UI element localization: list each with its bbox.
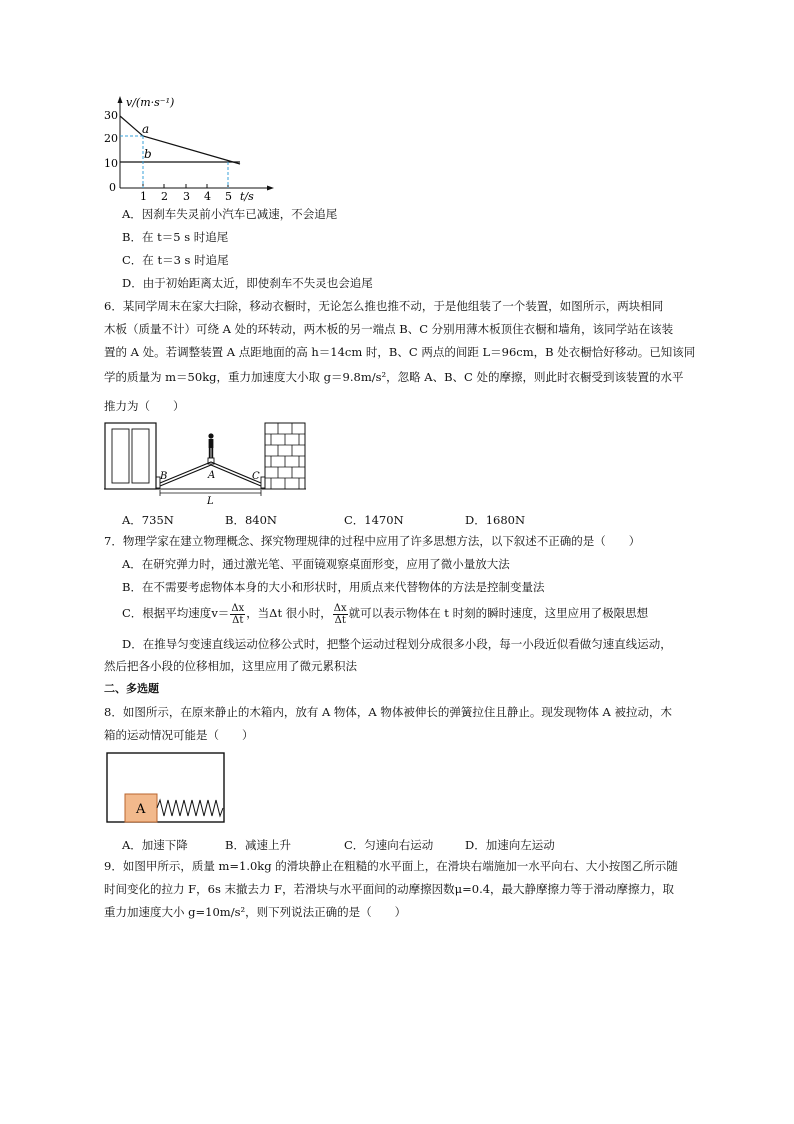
wardrobe [105,423,156,489]
q8-option-d: D．加速向左运动 [465,838,555,852]
q7-c-part1: C．根据平均速度 [122,606,212,620]
q6-line-2: 木板（质量不计）可绕 A 处的环转动，两木板的另一端点 B、C 分别用薄木板顶住衣橱和墙角，该同学站在该装 [104,322,674,336]
q7-stem: 7．物理学家在建立物理概念、探究物理规律的过程中应用了许多思想方法，以下叙述不正确的是（ ） [104,534,641,548]
x-axis-arrow [267,186,274,191]
label-l: L [207,496,214,507]
q8-line-2: 箱的运动情况可能是（ ） [104,728,254,742]
fraction-numerator: Δx [333,602,347,614]
q7-c-part2: ，当Δt 很小时， [246,606,332,620]
q8-figure [106,752,226,824]
q5-vt-graph [100,92,290,202]
q6-option-c: C．1470N [344,513,404,527]
q7-option-c [122,600,648,626]
line-a [120,116,240,164]
x-tick-2: 2 [161,190,168,203]
fraction-denominator: Δt [334,614,346,626]
q5-option-a: A．因刹车失灵前小汽车已减速，不会追尾 [122,207,338,221]
fraction-denominator: Δt [232,614,244,626]
y-tick-0: 0 [109,181,116,194]
q6-line-1: 6．某同学周末在家大扫除，移动衣橱时，无论怎么推也推不动，于是他组装了一个装置，如图所示，两块相同 [104,299,664,313]
board-pad-c [261,477,265,488]
x-tick-4: 4 [204,190,211,203]
q6-line-5: 推力为（ ） [104,399,185,413]
y-tick-30: 30 [104,109,118,122]
label-c: C [252,471,260,482]
q7-option-d-line2: 然后把各小段的位移相加，这里应用了微元累积法 [104,659,357,673]
y-axis-label: v/(m·s⁻¹) [126,96,175,109]
q6-figure [104,420,306,506]
q5-option-d: D．由于初始距离太近，即使刹车不失灵也会追尾 [122,276,373,290]
q8-option-b: B．减速上升 [225,838,291,852]
q7-c-part3: 就可以表示物体在 t 时刻的瞬时速度，这里应用了极限思想 [348,606,649,620]
y-tick-10: 10 [104,157,118,170]
label-a: a [142,122,150,136]
wardrobe-door-left [112,429,129,483]
q6-option-b: B．840N [225,513,277,527]
q6-line-4: 学的质量为 m＝50kg，重力加速度大小取 g＝9.8m/s²，忽略 A、B、C 处的摩擦，则此时衣橱受到该装置的水平 [104,370,684,384]
q6-option-a: A．735N [122,513,174,527]
q6-option-d: D．1680N [465,513,526,527]
spring [157,800,223,816]
wardrobe-door-right [132,429,149,483]
q8-option-c: C．匀速向右运动 [344,838,434,852]
q7-option-b: B．在不需要考虑物体本身的大小和形状时，用质点来代替物体的方法是控制变量法 [122,580,545,594]
q7-option-d-line1: D．在推导匀变速直线运动位移公式时，把整个运动过程划分成很多小段，每一小段近似看做匀速直线运动， [122,637,672,651]
x-tick-1: 1 [140,190,147,203]
label-b: B [160,471,168,482]
label-a: A [208,470,216,481]
q7-option-a: A．在研究弹力时，通过激光笔、平面镜观察桌面形变，应用了微小量放大法 [122,557,510,571]
label-b: b [144,147,152,161]
q9-line-1: 9．如图甲所示，质量 m=1.0kg 的滑块静止在粗糙的水平面上，在滑块右端施加一水平向右、大小按图乙所示随 [104,859,678,873]
person-icon [208,433,213,458]
x-tick-3: 3 [183,190,190,203]
y-axis-arrow [118,96,123,103]
q7-c-fraction-1 [230,603,245,626]
q8-line-1: 8．如图所示，在原来静止的木箱内，放有 A 物体，A 物体被伸长的弹簧拉住且静止。现发现物体 A 被拉动，木 [104,705,673,719]
q7-c-fraction-2 [333,603,348,626]
brick-wall [265,423,305,489]
y-tick-20: 20 [104,132,118,145]
block-a-label: A [136,802,146,817]
x-tick-5: 5 [225,190,232,203]
x-axis-label: t/s [240,190,254,203]
q5-option-c: C．在 t＝3 s 时追尾 [122,253,229,267]
q6-line-3: 置的 A 处。若调整装置 A 点距地面的高 h＝14cm 时，B、C 两点的间距 L＝96cm，B 处衣橱恰好移动。已知该同 [104,345,696,359]
q5-option-b: B．在 t＝5 s 时追尾 [122,230,229,244]
q9-line-2: 时间变化的拉力 F，6s 末撤去力 F，若滑块与水平面间的动摩擦因数μ=0.4，最大静摩擦力等于滑动摩擦力，取 [104,882,675,896]
q8-option-a: A．加速下降 [122,838,188,852]
q9-line-3: 重力加速度大小 g=10m/s²，则下列说法正确的是（ ） [104,905,407,919]
section-title: 二、多选题 [104,682,159,695]
q7-c-v: v＝ [211,606,230,620]
fraction-numerator: Δx [231,602,245,614]
